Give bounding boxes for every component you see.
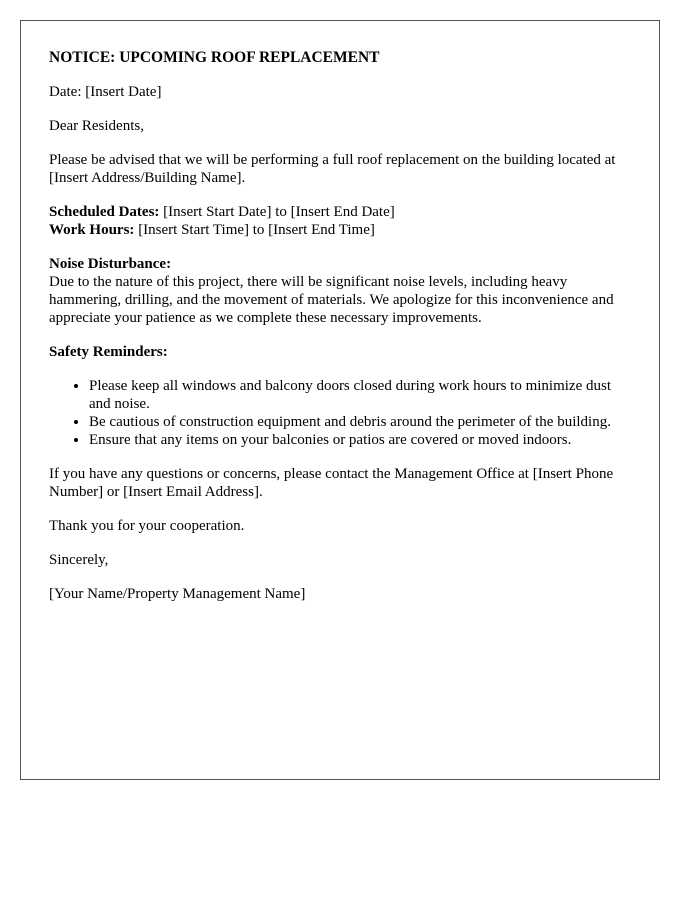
work-hours-line [49,221,631,239]
notice-document [20,20,660,780]
safety-list [49,377,631,449]
noise-section [49,255,631,327]
scheduled-dates-value: [Insert Start Date] to [Insert End Date] [159,204,395,220]
intro-paragraph: Please be advised that we will be performing a full roof replacement on the building located at [Insert Address/Building Name]. [49,152,616,186]
safety-heading: Safety Reminders: [49,344,168,360]
scheduled-dates-label: Scheduled Dates: [49,204,160,220]
contact-paragraph: If you have any questions or concerns, please contact the Management Office at [Insert Phone Number] or [Insert Email Address]. [49,466,614,500]
work-hours-value: [Insert Start Time] to [Insert End Time] [134,222,375,238]
noise-heading: Noise Disturbance: [49,256,172,272]
notice-title: NOTICE: UPCOMING ROOF REPLACEMENT [49,49,380,66]
safety-item: • Ensure that any items on your balconies or patios are covered or moved indoors. [89,431,631,449]
schedule-block [49,203,631,239]
greeting: Dear Residents, [49,118,144,134]
safety-item: • Please keep all windows and balcony doors closed during work hours to minimize dust and noise. [89,377,631,413]
safety-item: • Be cautious of construction equipment and debris around the perimeter of the building. [89,413,631,431]
signature-line: [Your Name/Property Management Name] [49,586,306,602]
work-hours-label: Work Hours: [49,222,135,238]
date-line: Date: [Insert Date] [49,84,162,100]
scheduled-dates-line [49,203,631,221]
noise-body: Due to the nature of this project, there will be significant noise levels, including heavy hammering, drilling, and the movement of materials. We apologize for this inconvenience and appreciate your patience as we complete these necessary improvements. [49,274,614,326]
thanks-line: Thank you for your cooperation. [49,518,245,534]
closing-line: Sincerely, [49,552,109,568]
